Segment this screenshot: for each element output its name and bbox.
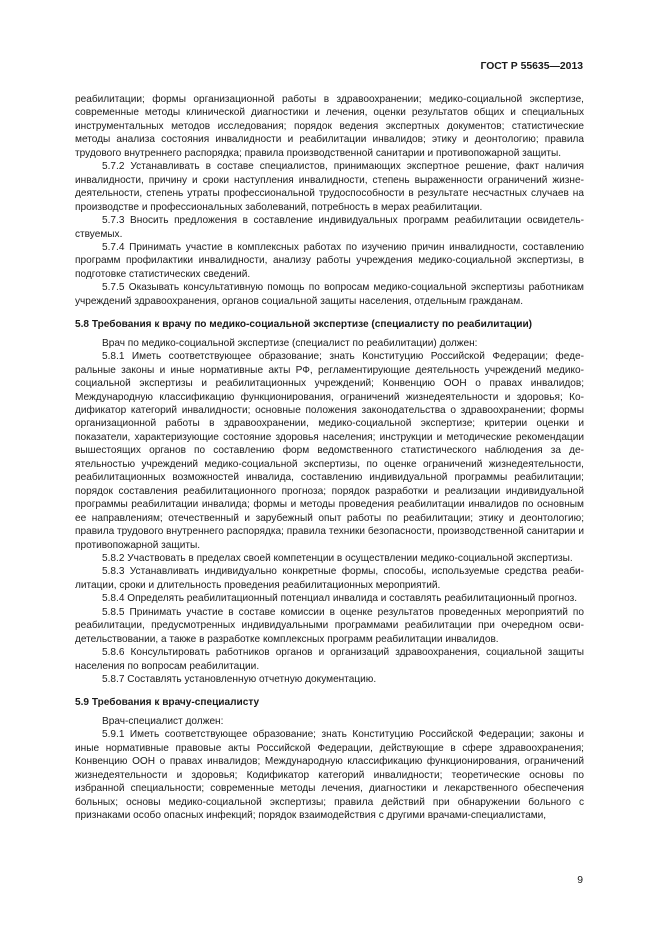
paragraph-5-9-intro: Врач-специалист должен: <box>102 715 224 727</box>
paragraph-5-7-5: 5.7.5 Оказывать консультативную помощь по вопросам медико-социальной экспертизы работникам учреждений здравоохранения, органов социальной защиты населения, отдельным гражданам. <box>75 282 584 307</box>
paragraph-5-8-intro: Врач по медико-социальной экспертизе (специалист по реабилитации) должен: <box>102 337 478 349</box>
document-body <box>75 93 584 823</box>
paragraph-5-8-4: 5.8.4 Определять реабилитационный потенциал инвалида и составлять реабилитационный прогноз. <box>102 593 578 605</box>
paragraph-5-8-1: 5.8.1 Иметь соответствующее образование; знать Конституцию Российской Федерации; федеральные законы и иные нормативные акты РФ, регламентирующие деятельность учреждений медико-социальной экспертизы и реабилитационных учреждений; Конвенцию ООН о правах инвалидов; Международную классификацию функционирования, ограничений жизнедеятельности и здоровья; Кодификатор категорий инвалидности; основные положения законодательства о здравоохранении; формы организационной работы в здравоохранении, медико-социальной экспертизе; критерии оценки и показатели, характеризующие состояние здоровья населения; инструкции и методические рекомендации вышестоящих органов по составлению форм ведомственного статистического наблюдения за деятельностью учреждений медико-социальной экспертизы, по оценке ограничений жизнедеятельности, реабилитационных возможностей инвалида, составлению индивидуальной программы реабилитации; порядок составления реабилитационного прогноза; порядок разработки и реализации индивидуальной программы реабилитации инвалида; формы и методы проведения реабилитации инвалидов по основным ее направлениям; отечественный и зарубежный опыт работы по реабилитации; этику и деонтологию; правила трудового внутреннего распорядка; правила техники безопасности, производственной санитарии и противопожарной защиты. <box>75 351 584 551</box>
paragraph-5-9-1: 5.9.1 Иметь соответствующее образование; знать Конституцию Российской Федерации; законы и иные нормативные правовые акты Российской Федерации, действующие в сфере здравоохранения; Конвенцию ООН о правах инвалидов; Международную классификацию функционирования, ограничений жизнедеятельности и здоровья; Кодификатор категорий инвалидности; теоретические основы по избранной специальности; современные методы лечения, диагностики и лекарственного обеспечения больных; основы медико-социальной экспертизы; правила действий при обнаружении больного с признаками особо опасных инфекций; порядок взаимодействия с другими врачами-специалистами, <box>75 729 584 822</box>
paragraph-5-7-3: 5.7.3 Вносить предложения в составление индивидуальных программ реабилитации освидетельствуемых. <box>75 215 584 240</box>
document-header: ГОСТ Р 55635—2013 <box>480 61 583 72</box>
section-heading-5-9: 5.9 Требования к врачу-специалисту <box>75 697 260 709</box>
paragraph-5-8-7: 5.8.7 Составлять установленную отчетную документацию. <box>102 674 377 686</box>
paragraph-5-8-6: 5.8.6 Консультировать работников органов и организаций здравоохранения, социальной защиты населения по вопросам реабилитации. <box>75 647 584 672</box>
section-heading-5-8: 5.8 Требования к врачу по медико-социальной экспертизе (специалисту по реабилитации) <box>75 319 533 331</box>
paragraph-5-8-2: 5.8.2 Участвовать в пределах своей компетенции в осуществлении медико-социальной экспертизы. <box>102 552 573 564</box>
page-number: 9 <box>577 875 583 886</box>
paragraph-5-7-4: 5.7.4 Принимать участие в комплексных работах по изучению причин инвалидности, составлению программ профилактики инвалидности, анализу работы учреждения медико-социальной экспертизы, в подготовке статистических сведений. <box>75 241 584 280</box>
paragraph-5-8-3: 5.8.3 Устанавливать индивидуально конкретные формы, способы, используемые средства реабилитации, сроки и длительность проведения реабилитационных мероприятий. <box>75 566 584 591</box>
paragraph-intro: реабилитации; формы организационной работы в здравоохранении; медико-социальной экспертизе, современные методы клинической диагностики и лечения, оценки результатов общих и специальных инструментальных методов исследования; порядок ведения экспертных документов; статистические методы анализа состояния инвалидности и реабилитации инвалидов; этику и деонтологию; правила трудового внутреннего распорядка; правила производственной санитарии и противопожарной защиты. <box>75 94 584 159</box>
paragraph-5-8-5: 5.8.5 Принимать участие в составе комиссии в оценке результатов проведенных мероприятий по реабилитации, предусмотренных индивидуальными программами реабилитации при очередном освидетельствовании, а также в разработке комплексных программ реабилитации инвалидов. <box>75 606 584 645</box>
paragraph-5-7-2: 5.7.2 Устанавливать в составе специалистов, принимающих экспертное решение, факт наличия инвалидности, причину и сроки наступления инвалидности, степень выраженности ограничений жизнедеятельности, степень утраты профессиональной трудоспособности в результате несчастных случаев на производстве и профессиональных заболеваний, потребность в мерах реабилитации. <box>75 161 584 213</box>
